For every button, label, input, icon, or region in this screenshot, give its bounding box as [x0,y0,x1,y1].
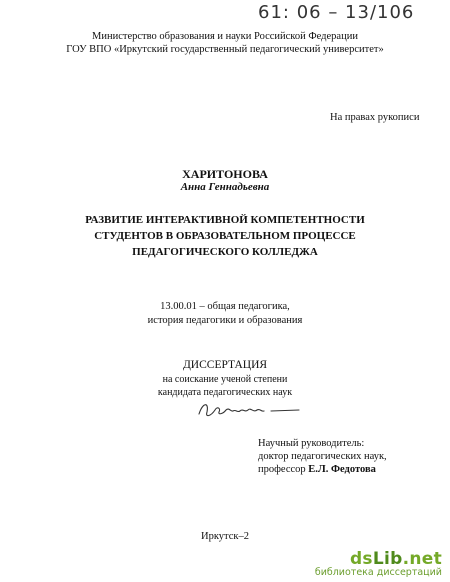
author-signature [195,398,305,422]
rights-note: На правах рукописи [330,112,420,123]
specialty-line-2: история педагогики и образования [147,315,303,326]
university-line: ГОУ ВПО «Иркутский государственный педагогический университет» [66,44,384,55]
degree-line-2: кандидата педагогических наук [157,387,293,398]
specialty [0,300,450,328]
handwritten-catalog-code: 61: 06 – 13/106 [258,2,415,23]
supervisor-label: Научный руководитель: [258,438,365,449]
supervisor-name-line [258,463,387,476]
ministry-line: Министерство образования и науки Российской Федерации [92,31,358,42]
watermark-logo: dsLib.net [349,549,442,569]
degree-sought [0,373,450,399]
degree-line-1: на соискание ученой степени [162,374,288,385]
title-line-2: СТУДЕНТОВ В ОБРАЗОВАТЕЛЬНОМ ПРОЦЕССЕ [94,230,356,242]
dissertation-title [0,212,450,260]
author-surname: ХАРИТОНОВА [182,167,268,181]
dissertation-heading: ДИССЕРТАЦИЯ [182,359,268,371]
title-line-1: РАЗВИТИЕ ИНТЕРАКТИВНОЙ КОМПЕТЕНТНОСТИ [85,214,365,226]
supervisor-block [258,437,387,476]
supervisor-title: профессор [258,464,306,475]
author-given-names: Анна Геннадьевна [180,181,270,193]
specialty-line-1: 13.00.01 – общая педагогика, [160,301,290,312]
watermark-tagline: библиотека диссертаций [314,567,442,578]
title-line-3: ПЕДАГОГИЧЕСКОГО КОЛЛЕДЖА [132,246,318,258]
supervisor-degree: доктор педагогических наук, [258,451,387,462]
supervisor-name: Е.Л. Федотова [308,464,376,475]
city-year: Иркутск–2 [200,531,249,542]
dslib-watermark[interactable] [315,549,442,578]
